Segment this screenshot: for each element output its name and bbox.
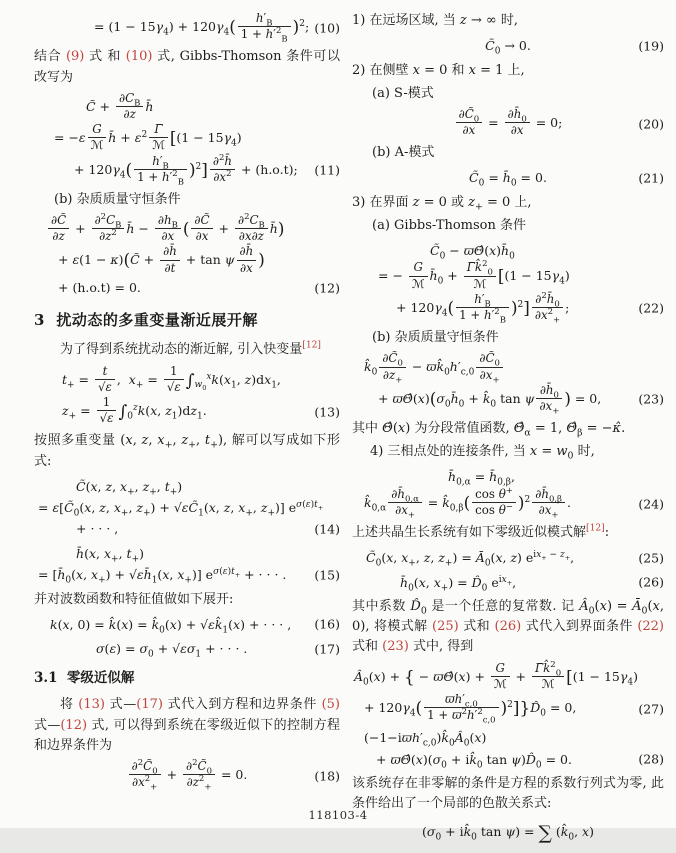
equation-26: $h̄_0(x$, $x_+$) = $D̂_0$ $e^{ix_+}$, (26) xyxy=(400,574,664,594)
page-number: 118103-4 xyxy=(308,808,368,822)
equation-21: $C̃_0$ = $h̄_0 = 0$. (21) xyxy=(469,170,664,189)
para-dispersion-relation: 该系统存在非零解的条件是方程的系数行列式为零, 此条件给出了一个局部的色散关系式: xyxy=(352,776,664,812)
para-gibbs-thomson-intro: 结合 (9) 式 和 (10) 式, Gibbs-Thomson 条件可以改写为 xyxy=(34,49,340,85)
equation-28: $(-1-iϖh'_{c,0})k̂_0Â_0(x)$ + $ϖ\Thetâ(x)(\sigma_0$ + $ik̂_0$ $\tan \psi)D̂_0 = 0$. (28) xyxy=(364,730,664,771)
equation-18: $\frac{\partial^2C̃_0}{\partial x^2_+}$ + $\frac{\partial^2C̃_0}{\partial z^2_+}$ = 0. (18) xyxy=(34,761,340,790)
item-label-b-impurity-conservation: (b) 杂质质量守恒条件 xyxy=(372,330,499,346)
para-zeroth-order-substitution: 将 (13) 式—(17) 式代入到方程和边界条件 (5) 式—(12) 式, 可以得到系统在零级近似下的控制方程和边界条件为 xyxy=(34,697,341,753)
para-mode-solution-intro: 上述共晶生长系统有如下零级近似模式解[12]: xyxy=(352,523,610,541)
item-label-b-a-mode: (b) A-模式 xyxy=(372,145,435,161)
item-label-b-impurity-conservation: (b) 杂质质量守恒条件 xyxy=(54,191,181,207)
list-item-2-side-walls: 2) 在侧壁 x = 0 和 x = 1 上, xyxy=(352,62,525,78)
equation-15: h̄(x, $x_+$, $t_+$) = [$h̄_0(x$, $x_+$) + $√\varepsilon h̄_1(x$, $x_+$)] $e^{\sigma(\varepsilon)t_+}$ + · · · . (15) xyxy=(38,545,340,586)
para-multiple-variables: 按照多重变量 (x, z, $x_+$, $z_+$, $t_+$), 解可以写成如下形式: xyxy=(34,433,341,469)
equation-17: $\sigma(\varepsilon) = \sigma_0 + √\varepsilon\sigma_1$ + · · · . (17) xyxy=(96,641,340,660)
list-item-1-far-field: 1) 在远场区域, 当 z → ∞ 时, xyxy=(352,13,518,28)
list-item-3-interface: 3) 在界面 z = 0 或 $z_+ = 0$ 上, xyxy=(352,194,532,213)
equation-dispersion: ($\sigma_0$ + $ik̂_0$ tan ψ) = ∑ ($k̂_0$, x) xyxy=(422,823,594,845)
equation-22: $C̃_0$ − $ϖ\Thetâ(x)h̄_0$ = − G ℳ $h̄_0$ + Γ̄k̂$^2_0$ ℳ [$(1 - 15\gamma_4)$ + $120\gamma_4$( $\frac{h'_B}{1 + h'^2_B}$ )$^2$] $\frac{\partial^2h̄_0}{\partial x^2_+}$ ; (22) xyxy=(378,243,664,326)
equation-11: C̃ + $\frac{\partial C_B}{\partial z}$ h̄ = −ε G ℳ h̄ + $\varepsilon^2$ Γ̄ ℳ [$(1 - 15\gamma_4)$ + $120\gamma_4$( $\frac{h'_B}{1 + h'^2_B}$ )$^2$] $\frac{\partial^2h̄}{\partial x^2}$ + (h.o.t); (11) xyxy=(54,90,340,188)
para-wavenumber-expansion: 并对波数函数和特征值做如下展开: xyxy=(34,591,234,607)
right-column xyxy=(352,8,664,853)
left-column xyxy=(34,8,340,853)
equation-24: $h̄_{0,\alpha}$ = $h̄_{0,\beta}$, $k̂_{0,\alpha}$ $\frac{\partial h̄_{0,\alpha}}{\partial x_+}$ = $k̂_{0,\beta}$( $\frac{\cos \theta^+}{\cos \theta^-}$ )$^2$ $\frac{\partial h̄_{0,\beta}}{\partial x_+}$ . (24) xyxy=(364,469,664,521)
para-theta-piecewise: 其中 Θ̂(x) 为分段常值函数, $\Thetâ_\alpha = 1$, $\Thetâ_\beta$ = −κ̂. xyxy=(352,421,626,439)
section-3-heading: 3 扰动态的多重变量渐近展开解 xyxy=(34,311,258,330)
equation-16: k(x, 0) = k̂(x) = $k̂_0(x)$ + $√\varepsilon k̂_1(x)$ + · · · , (16) xyxy=(50,616,340,636)
equation-14: C̃(x, z, $x_+$, $z_+$, $t_+$) = $\varepsilon[C̃_0(x$, z, $x_+$, $z_+$) + $√\varepsilon C̃_1(x$, z, $x_+$, $z_+$)] $e^{\sigma(\varepsilon)t_+}$ + · · · , (14) xyxy=(38,478,340,537)
equation-10: = $(1 - 15\gamma_4) + 120\gamma_4$( $\frac{h'_B}{1 + h'^2_B}$ )$^2$; (10) xyxy=(94,11,340,45)
equation-25: $C̃_0(x$, $x_+$, z, $z_+$) = $Ā_0(x$, z) $e^{ix_+ - z_+}$, (25) xyxy=(366,550,664,569)
list-item-4-triple-point: 4) 三相点处的连接条件, 当 $x = w_0$ 时, xyxy=(370,444,595,462)
item-label-a-gibbs-thomson: (a) Gibbs-Thomson 条件 xyxy=(372,217,527,233)
equation-23: $k̂_0$ $\frac{\partial C̃_0}{\partial z_+}$ − $ϖk̂_0h'_{c,0}$ $\frac{\partial C̃_0}{\partial x_+}$ + $ϖ\Thetâ(x)(\sigma_0h̄_0$ + $k̂_0$ tan ψ $\frac{\partial h̄_0}{\partial x_+}$ ) = 0, (23) xyxy=(364,351,664,417)
section-3-1-heading: 3.1 零级近似解 xyxy=(34,670,135,687)
equation-13: $t_+$ = $\frac{t}{√\varepsilon}$ , $x_+$ = $\frac{1}{√\varepsilon}$ $\int_{w_0}^xk(x_1$, $z)dx_1$, $z_+$ = $\frac{1}{√\varepsilon}$ $\int_0^zk(x$, $z_1)dz_1$. (13) xyxy=(62,363,340,426)
equation-19: $C̃_0 \to 0$. (19) xyxy=(485,38,664,57)
item-label-a-s-mode: (a) S-模式 xyxy=(372,85,434,101)
equation-27: $Â_0(x)$ + { − ϖΘ̂(x) + G ℳ + Γ̄k̂$^2_0$ ℳ [$(1 - 15\gamma_4)$ + $120\gamma_4$( $\frac{ϖh'_{c,0}}{1 + ϖ^2h'^2_{c,0}}$ )$^2]\}D̂_0 = 0$, (27) xyxy=(354,659,664,726)
equation-20: $\frac{\partial C̃_0}{\partial x}$ = $\frac{\partial h̄_0}{\partial x}$ = 0; (20) xyxy=(352,109,664,138)
equation-12: $\frac{\partial C̃}{\partial z}$ + $\frac{\partial^2C_B}{\partial z^2}$ h̄ − $\frac{\partial h_B}{\partial x}$ ( $\frac{\partial C̃}{\partial x}$ + $\frac{\partial^2C_B}{\partial x\partial z}$ h̄) + ε(1 − κ)(C̃ + $\frac{\partial h̄}{\partial t}$ + tan ψ $\frac{\partial h̄}{\partial x}$ ) + (h.o.t) = 0. (12) xyxy=(34,215,340,297)
para-fast-variables: 为了得到系统扰动态的渐近解, 引入快变量[12] xyxy=(60,341,321,358)
para-coefficient-d0: 其中系数 $D̂_0$ 是一个任意的复常数. 记 $Â_0(x)$ = $Ā_0(x$, 0), 将模式解 (25) 式和 (26) 式代入到界面条件 (22) 式和 (23) 式中, 得到 xyxy=(352,599,664,655)
